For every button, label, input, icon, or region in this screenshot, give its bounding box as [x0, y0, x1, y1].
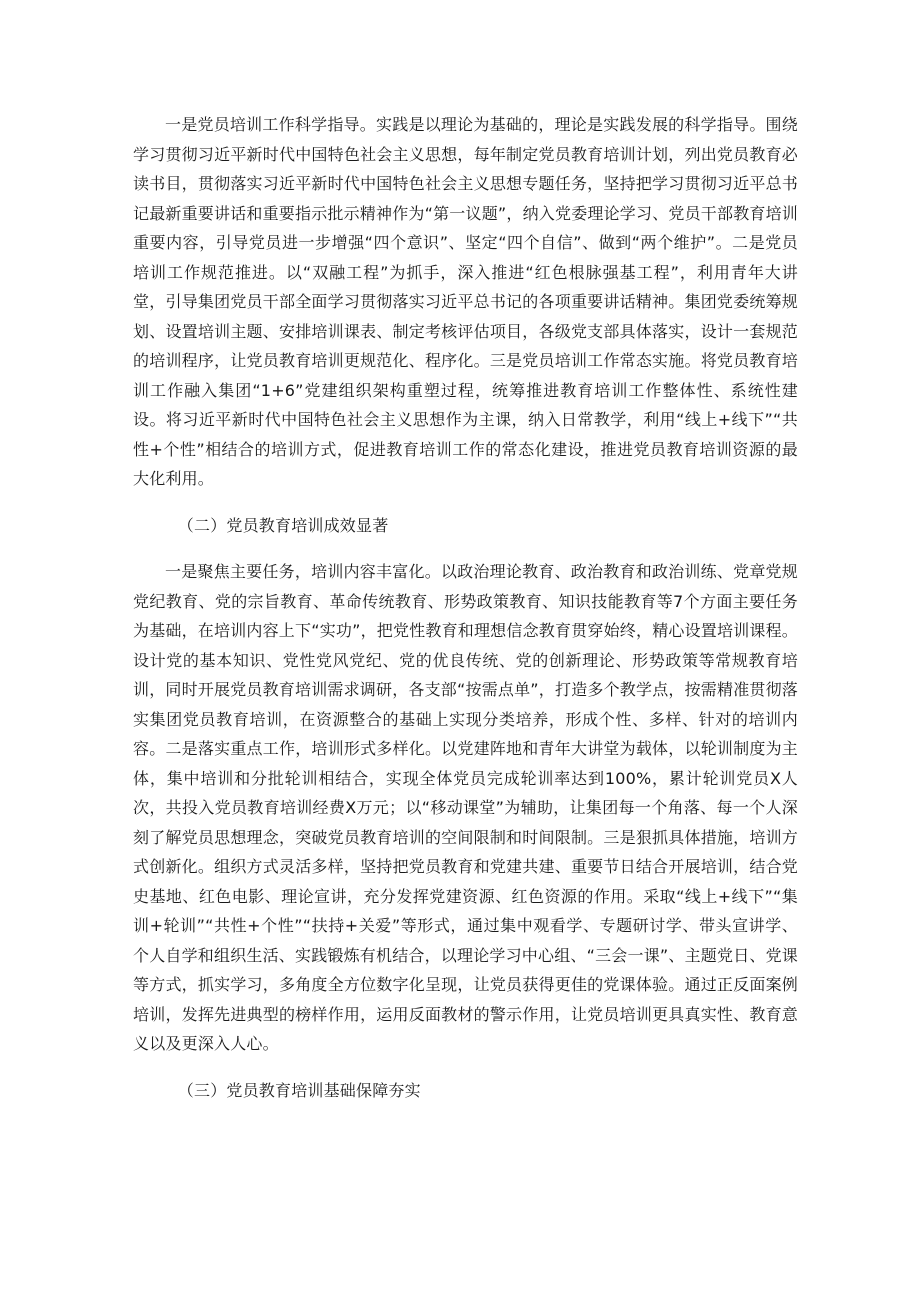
paragraph-training-achievements: 一是聚焦主要任务，培训内容丰富化。以政治理论教育、政治教育和政治训练、党章党规党纪教育、党的宗旨教育、革命传统教育、形势政策教育、知识技能教育等7个方面主要任务为基础，在培训内容上下“实功”，把党性教育和理想信念教育贯穿始终，精心设置培训课程。设计党的基本知识、党性党风党纪、党的优良传统、党的创新理论、形势政策等常规教育培训，同时开展党员教育培训需求调研，各支部“按需点单”，打造多个教学点，按需精准贯彻落实集团党员教育培训，在资源整合的基础上实现分类培养，形成个性、多样、针对的培训内容。二是落实重点工作，培训形式多样化。以党建阵地和青年大讲堂为载体，以轮训制度为主体，集中培训和分批轮训相结合，实现全体党员完成轮训率达到100%，累计轮训党员X人次，共投入党员教育培训经费X万元；以“移动课堂”为辅助，让集团每一个角落、每一个人深刻了解党员思想理念，突破党员教育培训的空间限制和时间限制。三是狠抓具体措施，培训方式创新化。组织方式灵活多样，坚持把党员教育和党建共建、重要节日结合开展培训，结合党史基地、红色电影、理论宣讲，充分发挥党建资源、红色资源的作用。采取“线上+线下”“集训+轮训”“共性+个性”“扶持+关爱”等形式，通过集中观看学、专题研讨学、带头宣讲学、个人自学和组织生活、实践锻炼有机结合，以理论学习中心组、“三会一课”、主题党日、党课等方式，抓实学习，多角度全方位数字化呈现，让党员获得更佳的党课体验。通过正反面案例培训，发挥先进典型的榜样作用，运用反面教材的警示作用，让党员培训更具真实性、教育意义以及更深入人心。	[133, 562, 798, 1053]
paragraph-party-training-guidance: 一是党员培训工作科学指导。实践是以理论为基础的，理论是实践发展的科学指导。围绕学习贯彻习近平新时代中国特色社会主义思想，每年制定党员教育培训计划，列出党员教育必读书目，贯彻落实习近平新时代中国特色社会主义思想专题任务，坚持把学习贯彻习近平总书记最新重要讲话和重要指示批示精神作为“第一议题”，纳入党委理论学习、党员干部教育培训重要内容，引导党员进一步增强“四个意识”、坚定“四个自信”、做到“两个维护”。二是党员培训工作规范推进。以“双融工程”为抓手，深入推进“红色根脉强基工程”，利用青年大讲堂，引导集团党员干部全面学习贯彻落实习近平总书记的各项重要讲话精神。集团党委统筹规划、设置培训主题、安排培训课表、制定考核评估项目，各级党支部具体落实，设计一套规范的培训程序，让党员教育培训更规范化、程序化。三是党员培训工作常态实施。将党员教育培训工作融入集团“1+6”党建组织架构重塑过程，统筹推进教育培训工作整体性、系统性建设。将习近平新时代中国特色社会主义思想作为主课，纳入日常教学，利用“线上+线下”“共性+个性”相结合的培训方式，促进教育培训工作的常态化建设，推进党员教育培训资源的最大化利用。	[133, 115, 798, 488]
section-heading-training-results: （二）党员教育培训成效显著	[177, 515, 389, 535]
document-body	[133, 110, 798, 1122]
section-heading-training-foundation: （三）党员教育培训基础保障夯实	[177, 1080, 421, 1100]
